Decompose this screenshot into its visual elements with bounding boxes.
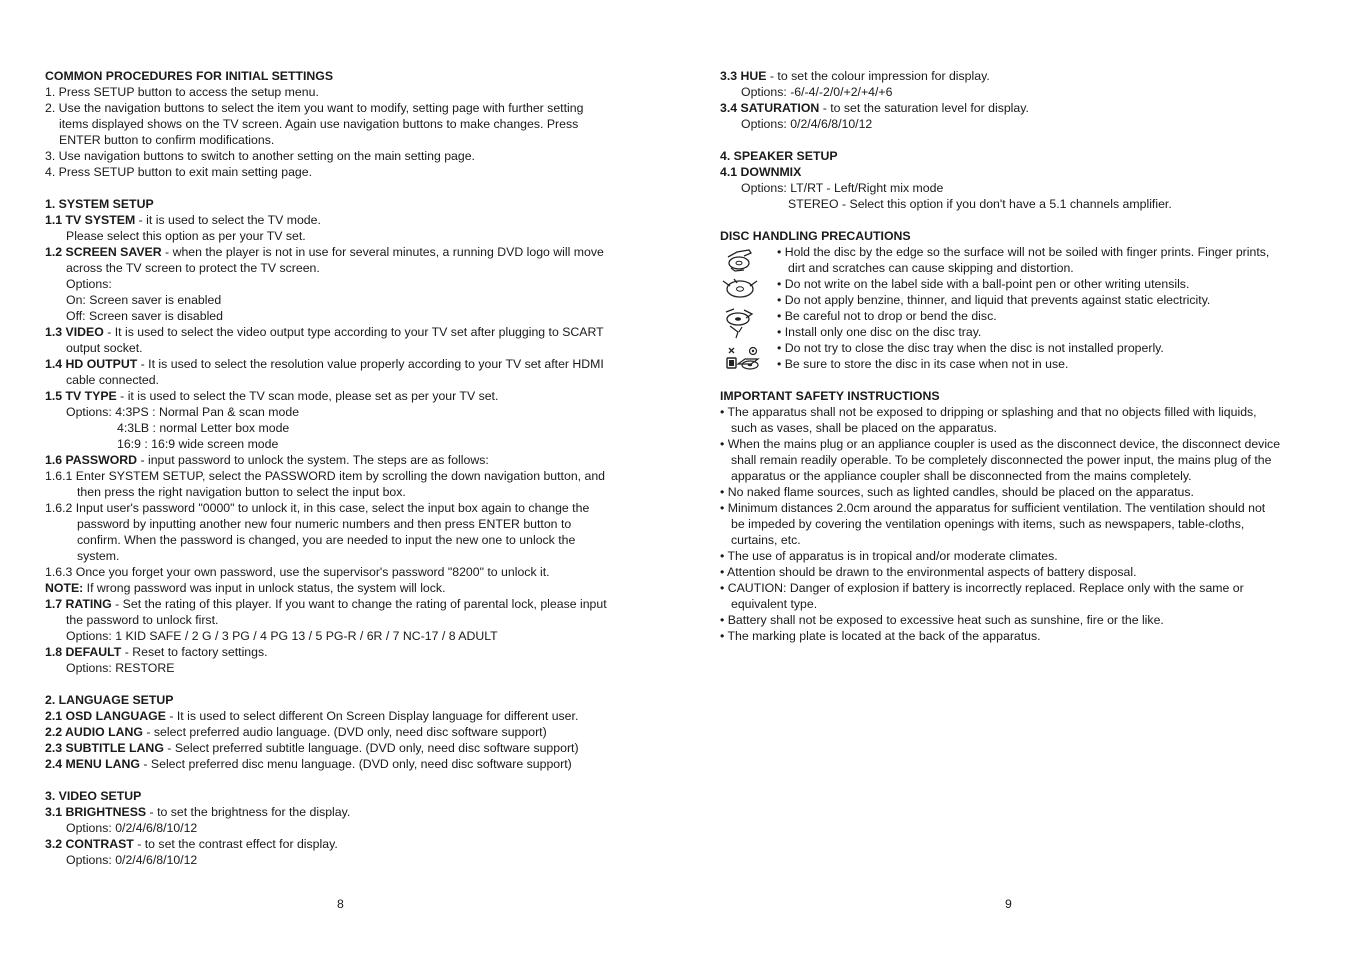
password-step-3: 1.6.3 Once you forget your own password, use the supervisor's password "8200" to unlock it. [45,565,550,579]
safety-item: • Attention should be drawn to the environmental aspects of battery disposal. [720,565,1137,579]
section-title-disc-handling: DISC HANDLING PRECAUTIONS [720,229,911,243]
item-downmix-options: Options: LT/RT - Left/Right mix mode [741,181,944,195]
disc-precaution-cont: dirt and scratches can cause skipping and distortion. [788,261,1074,275]
item-audio-lang: 2.2 AUDIO LANG - select preferred audio language. (DVD only, need disc software support) [45,725,547,739]
item-brightness: 3.1 BRIGHTNESS - to set the brightness for the display. [45,805,351,819]
safety-item: • When the mains plug or an appliance coupler is used as the disconnect device, the disconnect device [720,437,1281,451]
disc-no-write-icon [720,277,760,299]
item-default-sub: Options: RESTORE [66,661,175,675]
safety-item-cont: apparatus or the appliance coupler shall be disconnected from the mains completely. [731,469,1192,483]
page-number-right: 9 [1005,897,1012,911]
hand-holding-disc-icon [722,248,758,274]
item-rating-sub: Options: 1 KID SAFE / 2 G / 3 PG / 4 PG 13 / 5 PG-R / 6R / 7 NC-17 / 8 ADULT [66,629,498,643]
item-video-sub: output socket. [66,341,143,355]
item-tv-type: 1.5 TV TYPE - it is used to select the TV scan mode, please set as per your TV set. [45,389,499,403]
item-rating-sub: the password to unlock first. [66,613,219,627]
disc-precaution: • Be sure to store the disc in its case when not in use. [777,357,1069,371]
disc-precaution: • Hold the disc by the edge so the surface will not be soiled with finger prints. Finger prints, [777,245,1270,259]
disc-precaution: • Do not try to close the disc tray when the disc is not installed properly. [777,341,1164,355]
item-contrast: 3.2 CONTRAST - to set the contrast effect for display. [45,837,338,851]
item-screen-saver: 1.2 SCREEN SAVER - when the player is not in use for several minutes, a running DVD logo will move [45,245,604,259]
safety-item: • The marking plate is located at the back of the apparatus. [720,629,1041,643]
safety-item: • The use of apparatus is in tropical and/or moderate climates. [720,549,1058,563]
safety-item-cont: be impeded by covering the ventilation openings with items, such as newspapers, table-cloths, [731,517,1245,531]
item-osd-language: 2.1 OSD LANGUAGE - It is used to select different On Screen Display language for different user. [45,709,579,723]
item-downmix-stereo: STEREO - Select this option if you don't have a 5.1 channels amplifier. [788,197,1172,211]
section-title-common: COMMON PROCEDURES FOR INITIAL SETTINGS [45,69,334,83]
safety-item: • CAUTION: Danger of explosion if battery is incorrectly replaced. Replace only with the same or [720,581,1244,595]
page-number-left: 8 [337,897,344,911]
common-step-1: 1. Press SETUP button to access the setup menu. [45,85,319,99]
item-hue: 3.3 HUE - to set the colour impression for display. [720,69,990,83]
item-default: 1.8 DEFAULT - Reset to factory settings. [45,645,268,659]
safety-item: • Battery shall not be exposed to excessive heat such as sunshine, fire or the like. [720,613,1164,627]
item-hd-output-sub: cable connected. [66,373,159,387]
item-saturation: 3.4 SATURATION - to set the saturation level for display. [720,101,1029,115]
section-title-speaker: 4. SPEAKER SETUP [720,149,838,163]
safety-item: • The apparatus shall not be exposed to dripping or splashing and that no objects filled with liquids, [720,405,1257,419]
password-step-2: 1.6.2 Input user's password "0000" to unlock it, in this case, select the input box again to change the [45,501,590,515]
section-title-safety: IMPORTANT SAFETY INSTRUCTIONS [720,389,940,403]
safety-item: • No naked flame sources, such as lighted candles, should be placed on the apparatus. [720,485,1194,499]
item-video: 1.3 VIDEO - It is used to select the video output type according to your TV set after plugging to SCART [45,325,604,339]
item-password: 1.6 PASSWORD - input password to unlock the system. The steps are as follows: [45,453,489,467]
item-rating: 1.7 RATING - Set the rating of this player. If you want to change the rating of parental lock, please input [45,597,607,611]
common-step-2-cont: ENTER button to confirm modifications. [59,133,275,147]
item-screen-saver-sub: across the TV screen to protect the TV screen. [66,261,320,275]
item-brightness-options: Options: 0/2/4/6/8/10/12 [66,821,198,835]
item-screen-saver-sub: Options: [66,277,112,291]
section-title-system: 1. SYSTEM SETUP [45,197,154,211]
item-tv-type-option: Options: 4:3PS : Normal Pan & scan mode [66,405,300,419]
item-tv-system: 1.1 TV SYSTEM - it is used to select the TV mode. [45,213,321,227]
item-saturation-options: Options: 0/2/4/6/8/10/12 [741,117,873,131]
item-screen-saver-sub: Off: Screen saver is disabled [66,309,223,323]
common-step-2: 2. Use the navigation buttons to select the item you want to modify, setting page with further setting [45,101,584,115]
item-tv-type-option: 16:9 : 16:9 wide screen mode [117,437,279,451]
common-step-3: 3. Use navigation buttons to switch to another setting on the main setting page. [45,149,475,163]
safety-item: • Minimum distances 2.0cm around the apparatus for sufficient ventilation. The ventilation should not [720,501,1266,515]
section-title-language: 2. LANGUAGE SETUP [45,693,174,707]
item-menu-lang: 2.4 MENU LANG - Select preferred disc menu language. (DVD only, need disc software support) [45,757,572,771]
common-step-2-cont: items displayed shows on the TV screen. Again use navigation buttons to make changes. Press [59,117,579,131]
item-hue-options: Options: -6/-4/-2/0/+2/+4/+6 [741,85,893,99]
item-tv-type-option: 4:3LB : normal Letter box mode [117,421,290,435]
section-title-video: 3. VIDEO SETUP [45,789,142,803]
password-step-1: 1.6.1 Enter SYSTEM SETUP, select the PASSWORD item by scrolling the down navigation button, and [45,469,606,483]
item-screen-saver-sub: On: Screen saver is enabled [66,293,222,307]
safety-item-cont: such as vases, shall be placed on the apparatus. [731,421,997,435]
item-downmix: 4.1 DOWNMIX [720,165,802,179]
safety-item-cont: curtains, etc. [731,533,801,547]
item-contrast-options: Options: 0/2/4/6/8/10/12 [66,853,198,867]
safety-item-cont: shall remain readily operable. To be completely disconnected the power input, the mains plug of the [731,453,1272,467]
safety-item-cont: equivalent type. [731,597,818,611]
right-page [720,68,1320,644]
note: NOTE: If wrong password was input in unlock status, the system will lock. [45,581,446,595]
disc-precaution: • Do not write on the label side with a ball-point pen or other writing utensils. [777,277,1190,291]
password-step-2-cont: password by inputting another new four numeric numbers and then press ENTER button to [77,517,572,531]
item-subtitle-lang: 2.3 SUBTITLE LANG - Select preferred subtitle language. (DVD only, need disc software support) [45,741,579,755]
item-tv-system-sub: Please select this option as per your TV set. [66,229,306,243]
item-hd-output: 1.4 HD OUTPUT - It is used to select the resolution value properly according to your TV set after HDMI [45,357,604,371]
disc-precaution: • Do not apply benzine, thinner, and liquid that prevents against static electricity. [777,293,1211,307]
password-step-1-cont: then press the right navigation button to select the input box. [77,485,406,499]
disc-precaution: • Be careful not to drop or bend the disc. [777,309,997,323]
password-step-2-cont: confirm. When the password is changed, you are needed to input the new one to unlock the [77,533,576,547]
disc-case-icon [736,357,762,371]
disc-drop-bend-icon [722,306,758,340]
disc-precaution: • Install only one disc on the disc tray. [777,325,982,339]
common-step-4: 4. Press SETUP button to exit main setting page. [45,165,313,179]
password-step-2-cont: system. [77,549,120,563]
left-page [45,68,645,868]
